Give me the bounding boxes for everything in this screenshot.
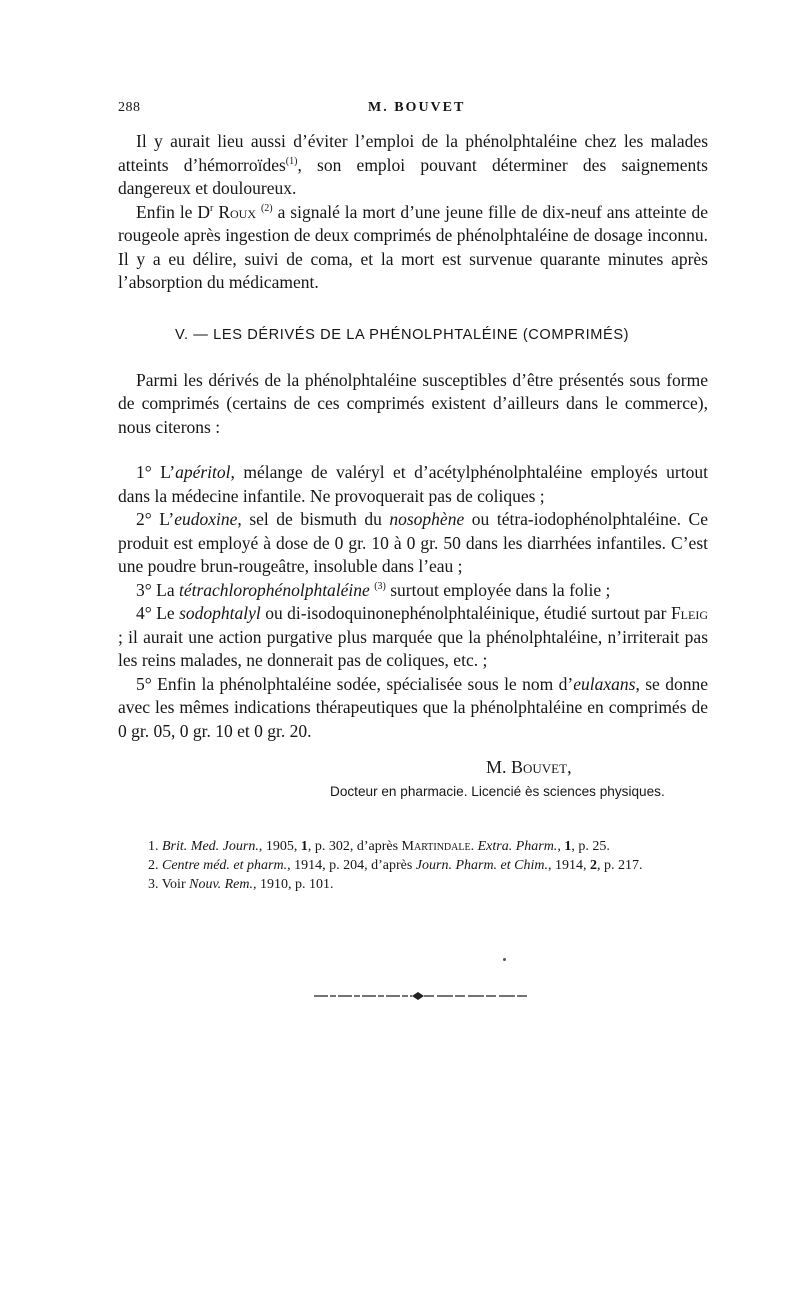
paragraph-roux-case: Enfin le $D^r$ Roux $^{(2)}$ a signalé la mort d’une jeune fille de dix-neuf ans atteinte de rougeole après ingestion de deux comprimés de phénolphtaléine de dosage inconnu. Il y a eu délire, suivi de coma, et la mort est survenue quarante minutes après l’absorption du médicament. <box>118 201 709 292</box>
running-head-author: M. BOUVET <box>368 100 466 115</box>
signature-name: Bouvet <box>511 757 568 777</box>
section-heading: V. — LES DÉRIVÉS DE LA PHÉNOLPHTALÉINE (COMPRIMÉS) <box>175 326 630 343</box>
footnote-ref-2[interactable]: (2) <box>260 202 273 214</box>
footnote-ref-3[interactable]: (3) <box>374 580 386 592</box>
list-item: 5° Enfin la phénolphtaléine sodée, spécialisée sous le nom d’eulaxans, se donne avec les mêmes indications thérapeutiques que la phénolphtaléine en comprimés de 0 gr. 05, 0 gr. 10 et 0 gr. 20. <box>118 673 708 741</box>
footnote-1: 1. Brit. Med. Journ., 1905, 1, p. 302, d’après Martindale. Extra. Pharm., 1, p. 25. <box>148 839 610 854</box>
list-item: 4° Le sodophtalyl ou di-isodoquinonephénolphtaléinique, étudié surtout par Fleig ; il aurait une action purgative plus marquée que la phénolphtaléine, n’irriterait pas les reins malades, ne donnerait pas de coliques, etc. ; <box>118 603 708 670</box>
list-item: 3° La tétrachlorophénolphtaléine $^{(3)}$ surtout employée dans la folie ; <box>136 579 611 600</box>
person-name: Fleig <box>670 603 708 623</box>
footnotes <box>118 837 708 894</box>
page <box>118 96 708 894</box>
person-name: Roux <box>218 201 256 222</box>
footnote-3: 3. Voir Nouv. Rem., 1910, p. 101. <box>148 877 334 892</box>
list-item: 2° L’eudoxine, sel de bismuth du nosophène ou tétra-iodophénolphtaléine. Ce produit est employé à dose de 0 gr. 10 à 0 gr. 50 dans les diarrhées infantiles. C’est une poudre brun-rougeâtre, insoluble dans l’eau ; <box>118 509 708 576</box>
page-number: 288 <box>118 100 141 115</box>
footnote-ref-1[interactable]: (1) <box>285 155 298 167</box>
end-ornament-divider <box>314 990 528 1002</box>
footnote-2: 2. Centre méd. et pharm., 1914, p. 204, d’après Journ. Pharm. et Chim., 1914, 2, p. 217. <box>148 858 643 873</box>
paragraph-hemorrhoids: Il y aurait lieu aussi d’éviter l’emploi de la phénolphtaléine chez les malades atteints d’hémorroïdes$^{(1)}$, son emploi pouvant déterminer des saignements dangereux et douloureux. <box>118 131 708 198</box>
signature-credentials: Docteur en pharmacie. Licencié ès sciences physiques. <box>330 784 665 799</box>
derivatives-list <box>118 461 708 743</box>
running-header <box>118 96 708 118</box>
signature: M. Bouvet, <box>486 757 572 777</box>
print-speck <box>503 958 506 961</box>
list-item: 1° L’apéritol, mélange de valéryl et d’acétylphénolphtaléine employés urtout dans la médecine infantile. Ne provoquerait pas de coliques ; <box>118 462 708 506</box>
section-lead-paragraph: Parmi les dérivés de la phénolphtaléine susceptibles d’être présentés sous forme de comprimés (certains de ces comprimés existent d’ailleurs dans le commerce), nous citerons : <box>118 369 708 437</box>
